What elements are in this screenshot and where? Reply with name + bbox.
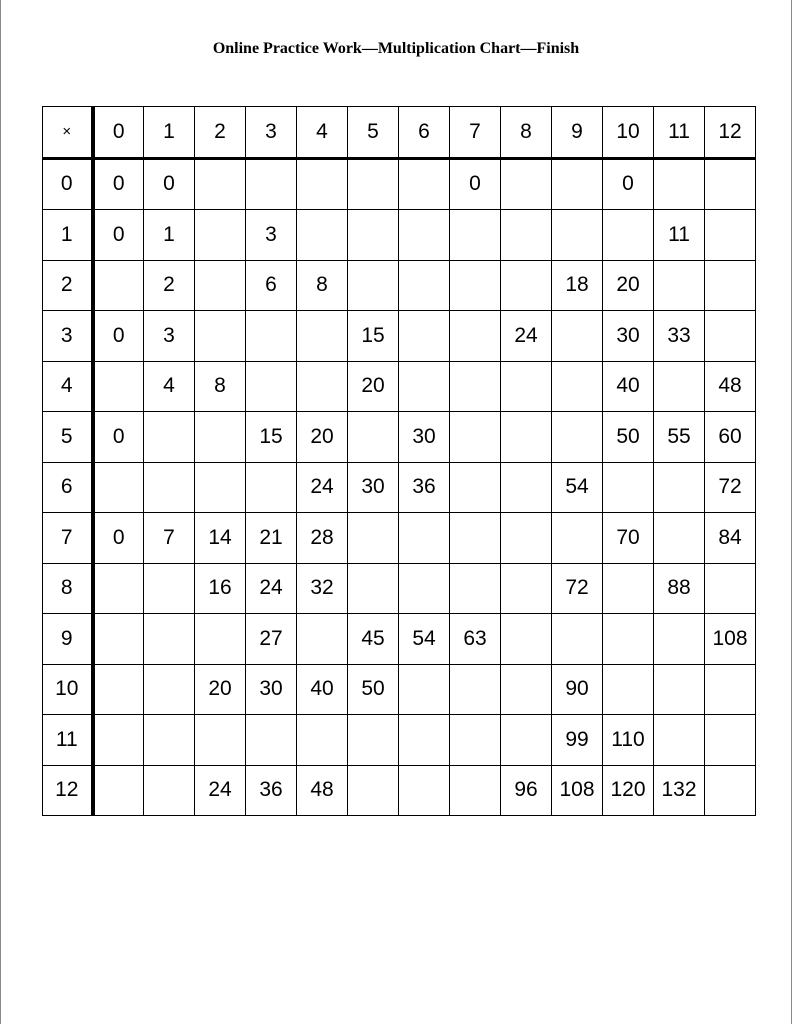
chart-cell bbox=[399, 361, 450, 412]
chart-cell bbox=[93, 462, 144, 513]
chart-cell bbox=[297, 361, 348, 412]
chart-cell bbox=[552, 311, 603, 362]
table-row bbox=[43, 563, 756, 614]
chart-cell: 48 bbox=[705, 361, 756, 412]
chart-cell: 8 bbox=[195, 361, 246, 412]
chart-cell bbox=[399, 664, 450, 715]
chart-cell: 16 bbox=[195, 563, 246, 614]
chart-cell: 2 bbox=[144, 260, 195, 311]
chart-cell bbox=[603, 210, 654, 261]
chart-cell bbox=[450, 513, 501, 564]
column-header: 3 bbox=[246, 107, 297, 159]
chart-cell: 96 bbox=[501, 765, 552, 816]
chart-cell bbox=[501, 462, 552, 513]
chart-cell bbox=[297, 715, 348, 766]
chart-cell bbox=[144, 765, 195, 816]
chart-cell bbox=[93, 563, 144, 614]
chart-cell bbox=[552, 210, 603, 261]
page-edge-left bbox=[0, 0, 1, 1024]
chart-cell: 24 bbox=[501, 311, 552, 362]
chart-cell bbox=[654, 361, 705, 412]
chart-cell: 36 bbox=[399, 462, 450, 513]
row-header: 7 bbox=[43, 513, 93, 564]
chart-cell bbox=[93, 765, 144, 816]
chart-cell bbox=[552, 158, 603, 210]
chart-cell: 30 bbox=[399, 412, 450, 463]
chart-cell: 20 bbox=[297, 412, 348, 463]
chart-cell bbox=[450, 361, 501, 412]
chart-cell bbox=[348, 563, 399, 614]
chart-cell bbox=[195, 412, 246, 463]
chart-cell bbox=[195, 260, 246, 311]
chart-cell bbox=[195, 614, 246, 665]
chart-cell bbox=[552, 412, 603, 463]
chart-cell bbox=[195, 462, 246, 513]
chart-cell bbox=[705, 260, 756, 311]
chart-cell: 48 bbox=[297, 765, 348, 816]
chart-cell: 0 bbox=[93, 412, 144, 463]
chart-cell bbox=[501, 210, 552, 261]
row-header: 2 bbox=[43, 260, 93, 311]
chart-cell: 24 bbox=[297, 462, 348, 513]
row-header: 11 bbox=[43, 715, 93, 766]
column-header: 5 bbox=[348, 107, 399, 159]
chart-cell: 7 bbox=[144, 513, 195, 564]
chart-cell bbox=[93, 361, 144, 412]
row-header: 5 bbox=[43, 412, 93, 463]
chart-cell bbox=[705, 210, 756, 261]
chart-cell: 24 bbox=[246, 563, 297, 614]
column-header: 8 bbox=[501, 107, 552, 159]
row-header: 4 bbox=[43, 361, 93, 412]
chart-cell bbox=[348, 260, 399, 311]
chart-cell: 36 bbox=[246, 765, 297, 816]
chart-cell bbox=[246, 311, 297, 362]
chart-cell bbox=[246, 715, 297, 766]
chart-cell bbox=[297, 311, 348, 362]
chart-cell bbox=[501, 715, 552, 766]
chart-cell: 11 bbox=[654, 210, 705, 261]
chart-cell bbox=[246, 361, 297, 412]
chart-cell: 54 bbox=[552, 462, 603, 513]
column-header: 0 bbox=[93, 107, 144, 159]
chart-cell: 55 bbox=[654, 412, 705, 463]
chart-cell: 8 bbox=[297, 260, 348, 311]
chart-cell: 50 bbox=[348, 664, 399, 715]
chart-cell bbox=[450, 462, 501, 513]
table-row bbox=[43, 412, 756, 463]
table-row bbox=[43, 614, 756, 665]
chart-cell: 120 bbox=[603, 765, 654, 816]
chart-cell bbox=[705, 715, 756, 766]
column-header: 7 bbox=[450, 107, 501, 159]
chart-cell bbox=[195, 210, 246, 261]
table-row bbox=[43, 664, 756, 715]
chart-cell bbox=[348, 513, 399, 564]
chart-cell: 40 bbox=[603, 361, 654, 412]
chart-cell: 30 bbox=[246, 664, 297, 715]
chart-cell bbox=[654, 614, 705, 665]
row-header: 12 bbox=[43, 765, 93, 816]
chart-cell bbox=[144, 412, 195, 463]
row-header: 6 bbox=[43, 462, 93, 513]
chart-cell bbox=[399, 563, 450, 614]
column-header: 6 bbox=[399, 107, 450, 159]
chart-cell bbox=[705, 563, 756, 614]
chart-cell bbox=[195, 715, 246, 766]
chart-cell bbox=[450, 412, 501, 463]
chart-cell bbox=[603, 614, 654, 665]
chart-cell bbox=[603, 563, 654, 614]
chart-cell bbox=[552, 361, 603, 412]
chart-cell: 45 bbox=[348, 614, 399, 665]
column-header: 12 bbox=[705, 107, 756, 159]
chart-cell: 30 bbox=[348, 462, 399, 513]
chart-cell bbox=[297, 210, 348, 261]
chart-cell bbox=[348, 158, 399, 210]
chart-cell bbox=[144, 614, 195, 665]
chart-cell: 70 bbox=[603, 513, 654, 564]
table-row bbox=[43, 260, 756, 311]
chart-cell: 14 bbox=[195, 513, 246, 564]
multiplication-chart bbox=[42, 106, 756, 816]
chart-cell: 0 bbox=[93, 513, 144, 564]
chart-cell bbox=[654, 513, 705, 564]
chart-cell: 18 bbox=[552, 260, 603, 311]
chart-cell: 60 bbox=[705, 412, 756, 463]
page-title: Online Practice Work—Multiplication Chart—Finish bbox=[212, 40, 580, 57]
chart-cell bbox=[450, 311, 501, 362]
chart-cell bbox=[399, 765, 450, 816]
chart-cell: 0 bbox=[450, 158, 501, 210]
chart-cell: 24 bbox=[195, 765, 246, 816]
table-row bbox=[43, 158, 756, 210]
chart-cell: 108 bbox=[552, 765, 603, 816]
chart-cell: 27 bbox=[246, 614, 297, 665]
chart-cell: 0 bbox=[93, 158, 144, 210]
chart-cell: 54 bbox=[399, 614, 450, 665]
chart-cell bbox=[399, 715, 450, 766]
chart-cell: 0 bbox=[93, 311, 144, 362]
chart-cell bbox=[705, 158, 756, 210]
chart-cell: 20 bbox=[603, 260, 654, 311]
chart-cell: 99 bbox=[552, 715, 603, 766]
chart-cell: 21 bbox=[246, 513, 297, 564]
table-row bbox=[43, 765, 756, 816]
chart-cell: 90 bbox=[552, 664, 603, 715]
chart-cell bbox=[399, 311, 450, 362]
chart-cell bbox=[450, 563, 501, 614]
chart-cell: 0 bbox=[603, 158, 654, 210]
chart-cell: 88 bbox=[654, 563, 705, 614]
chart-cell: 63 bbox=[450, 614, 501, 665]
chart-cell bbox=[93, 715, 144, 766]
chart-cell bbox=[552, 513, 603, 564]
chart-cell bbox=[501, 361, 552, 412]
row-header: 8 bbox=[43, 563, 93, 614]
chart-cell: 110 bbox=[603, 715, 654, 766]
chart-cell bbox=[450, 715, 501, 766]
chart-cell: 132 bbox=[654, 765, 705, 816]
chart-cell bbox=[705, 664, 756, 715]
chart-cell bbox=[93, 260, 144, 311]
chart-cell bbox=[450, 765, 501, 816]
header-row bbox=[43, 107, 756, 159]
chart-cell bbox=[144, 715, 195, 766]
chart-cell: 50 bbox=[603, 412, 654, 463]
chart-cell: 4 bbox=[144, 361, 195, 412]
chart-cell bbox=[501, 513, 552, 564]
chart-cell bbox=[297, 614, 348, 665]
chart-cell bbox=[705, 765, 756, 816]
chart-cell bbox=[93, 664, 144, 715]
chart-cell: 0 bbox=[93, 210, 144, 261]
chart-cell bbox=[195, 311, 246, 362]
chart-cell bbox=[450, 260, 501, 311]
chart-cell: 3 bbox=[144, 311, 195, 362]
column-header: 2 bbox=[195, 107, 246, 159]
chart-cell bbox=[654, 462, 705, 513]
row-header: 0 bbox=[43, 158, 93, 210]
chart-cell bbox=[501, 614, 552, 665]
chart-cell: 72 bbox=[552, 563, 603, 614]
chart-cell bbox=[654, 715, 705, 766]
table-row bbox=[43, 462, 756, 513]
chart-cell bbox=[93, 614, 144, 665]
chart-cell bbox=[348, 412, 399, 463]
chart-cell bbox=[348, 765, 399, 816]
chart-cell bbox=[501, 563, 552, 614]
row-header: 3 bbox=[43, 311, 93, 362]
chart-cell bbox=[501, 664, 552, 715]
chart-cell bbox=[246, 462, 297, 513]
chart-cell bbox=[297, 158, 348, 210]
corner-cell: × bbox=[43, 107, 93, 159]
row-header: 10 bbox=[43, 664, 93, 715]
chart-cell bbox=[654, 260, 705, 311]
chart-cell bbox=[654, 664, 705, 715]
chart-cell bbox=[399, 260, 450, 311]
chart-cell bbox=[348, 210, 399, 261]
chart-cell bbox=[654, 158, 705, 210]
chart-cell: 30 bbox=[603, 311, 654, 362]
row-header: 1 bbox=[43, 210, 93, 261]
table-row bbox=[43, 513, 756, 564]
chart-cell: 84 bbox=[705, 513, 756, 564]
chart-cell bbox=[195, 158, 246, 210]
chart-cell: 1 bbox=[144, 210, 195, 261]
chart-cell bbox=[603, 664, 654, 715]
chart-cell: 15 bbox=[246, 412, 297, 463]
chart-cell: 6 bbox=[246, 260, 297, 311]
chart-cell bbox=[348, 715, 399, 766]
table-row bbox=[43, 210, 756, 261]
chart-cell: 20 bbox=[348, 361, 399, 412]
column-header: 11 bbox=[654, 107, 705, 159]
chart-cell bbox=[501, 158, 552, 210]
chart-cell: 3 bbox=[246, 210, 297, 261]
chart-cell bbox=[603, 462, 654, 513]
column-header: 1 bbox=[144, 107, 195, 159]
table-row bbox=[43, 715, 756, 766]
chart-cell bbox=[144, 664, 195, 715]
chart-cell: 33 bbox=[654, 311, 705, 362]
chart-cell bbox=[144, 563, 195, 614]
chart-cell bbox=[144, 462, 195, 513]
chart-cell: 0 bbox=[144, 158, 195, 210]
chart-cell bbox=[450, 664, 501, 715]
table-row bbox=[43, 361, 756, 412]
column-header: 10 bbox=[603, 107, 654, 159]
chart-cell bbox=[399, 158, 450, 210]
chart-cell: 28 bbox=[297, 513, 348, 564]
column-header: 4 bbox=[297, 107, 348, 159]
table-row bbox=[43, 311, 756, 362]
chart-cell bbox=[450, 210, 501, 261]
chart-cell bbox=[501, 260, 552, 311]
chart-cell bbox=[399, 513, 450, 564]
chart-cell: 72 bbox=[705, 462, 756, 513]
chart-cell bbox=[552, 614, 603, 665]
chart-cell bbox=[399, 210, 450, 261]
chart-cell bbox=[705, 311, 756, 362]
chart-cell: 108 bbox=[705, 614, 756, 665]
chart-cell: 40 bbox=[297, 664, 348, 715]
chart-cell bbox=[501, 412, 552, 463]
chart-cell bbox=[246, 158, 297, 210]
row-header: 9 bbox=[43, 614, 93, 665]
chart-cell: 15 bbox=[348, 311, 399, 362]
chart-cell: 20 bbox=[195, 664, 246, 715]
chart-cell: 32 bbox=[297, 563, 348, 614]
column-header: 9 bbox=[552, 107, 603, 159]
